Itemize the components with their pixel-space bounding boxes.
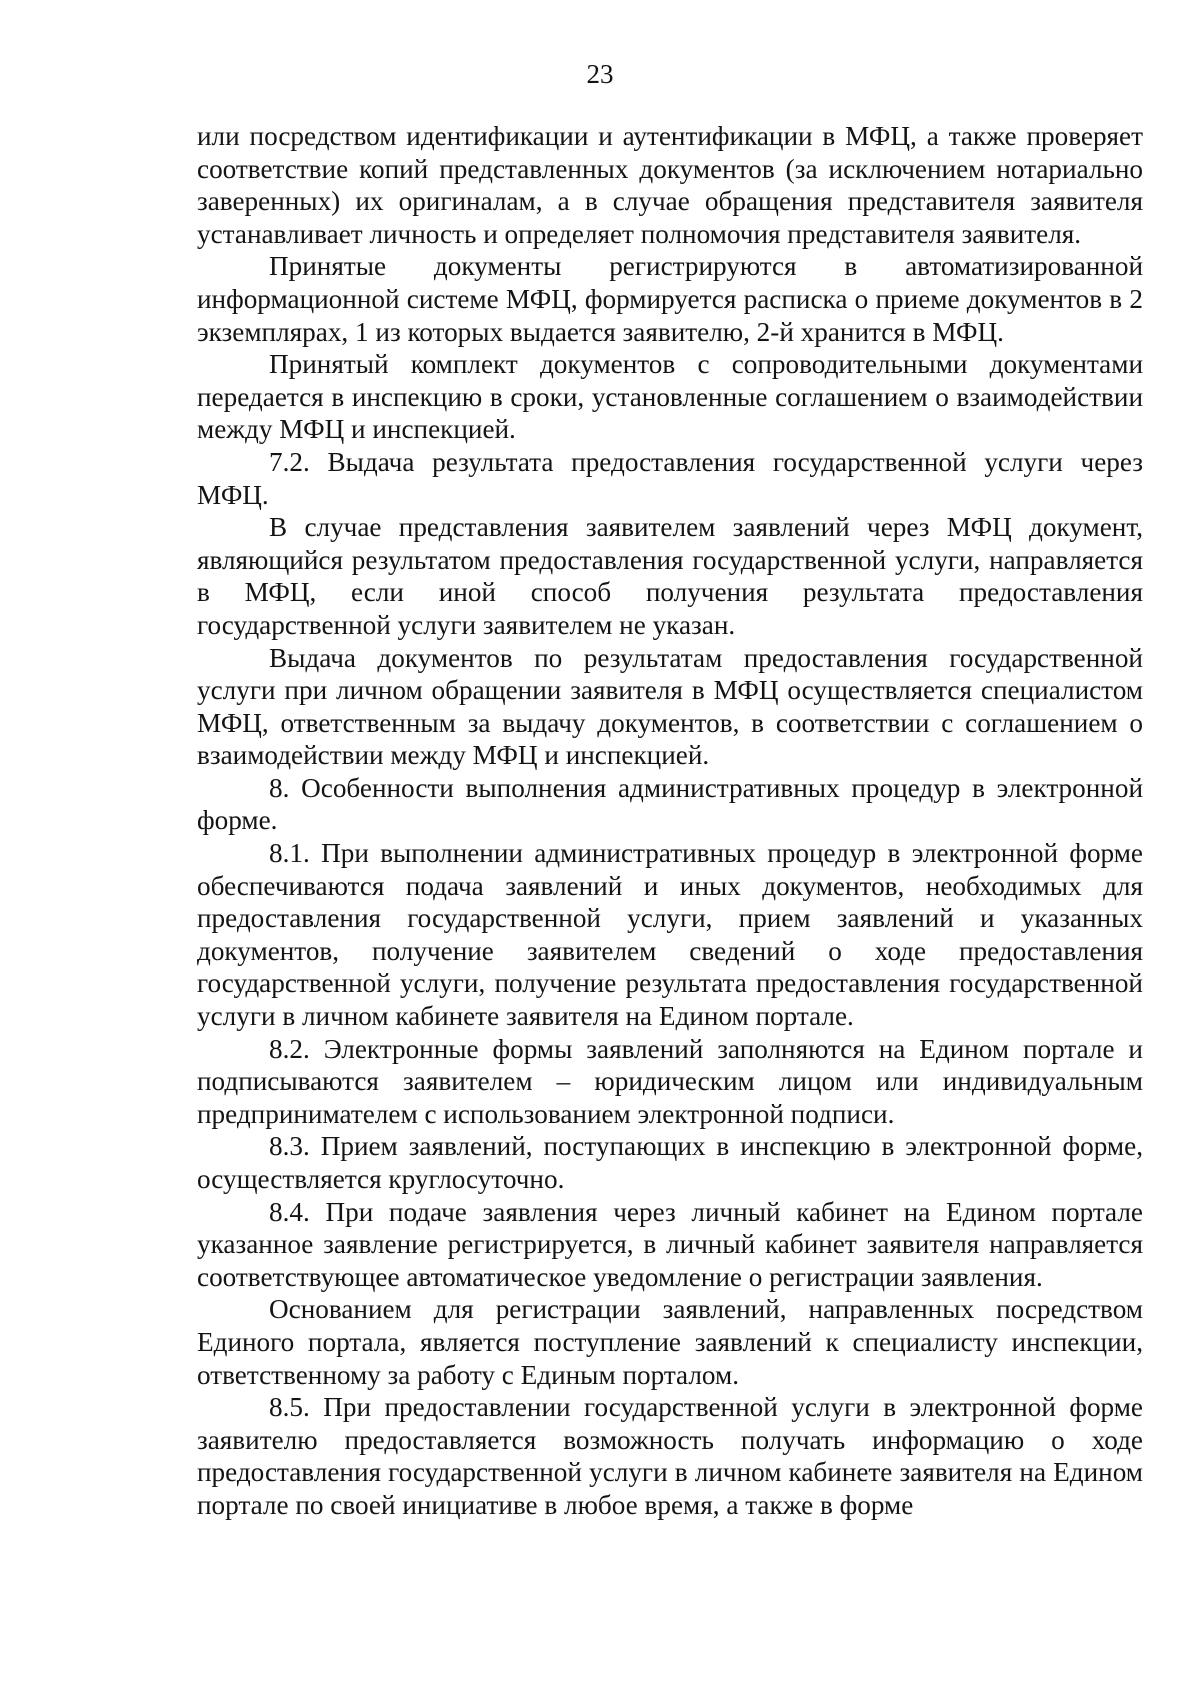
document-body xyxy=(197,120,1143,1522)
paragraph-section-8-4: 8.4. При подаче заявления через личный кабинет на Едином портале указанное заявление регистрируется, в личный кабинет заявителя направляется соответствующее автоматическое уведомление о регистрации заявления. xyxy=(197,1196,1143,1292)
paragraph-result-direction: В случае представления заявителем заявлений через МФЦ документ, являющийся результатом предоставления государственной услуги, направляется в МФЦ, если иной способ получения результата предоставления государственной услуги заявителем не указан. xyxy=(197,512,1143,640)
paragraph-issuance: Выдача документов по результатам предоставления государственной услуги при личном обращении заявителя в МФЦ осуществляется специалистом МФЦ, ответственным за выдачу документов, в соответствии с соглашением о взаимодействии между МФЦ и инспекцией. xyxy=(197,642,1143,771)
paragraph-section-8-2: 8.2. Электронные формы заявлений заполняются на Едином портале и подписываются заявителем – юридическим лицом или индивидуальным предпринимателем с использованием электронной подписи. xyxy=(197,1033,1143,1129)
paragraph-section-8: 8. Особенности выполнения административных процедур в электронной форме. xyxy=(197,772,1143,836)
paragraph-section-7-2: 7.2. Выдача результата предоставления государственной услуги через МФЦ. xyxy=(197,446,1143,510)
paragraph-registration-basis: Основанием для регистрации заявлений, направленных посредством Единого портала, является поступление заявлений к специалисту инспекции, ответственному за работу с Единым порталом. xyxy=(197,1294,1143,1390)
paragraph-transfer: Принятый комплект документов с сопроводительными документами передается в инспекцию в сроки, установленные соглашением о взаимодействии между МФЦ и инспекцией. xyxy=(197,349,1143,445)
page-number: 23 xyxy=(586,59,614,89)
paragraph-section-8-3: 8.3. Прием заявлений, поступающих в инспекцию в электронной форме, осуществляется круглосуточно. xyxy=(197,1131,1143,1194)
paragraph-section-8-1: 8.1. При выполнении административных процедур в электронной форме обеспечиваются подача заявлений и иных документов, необходимых для предоставления государственной услуги, прием заявлений и указанных документов, получение заявителем сведений о ходе предоставления государственной услуги, получение результата предоставления государственной услуги в личном кабинете заявителя на Едином портале. xyxy=(197,838,1143,1032)
paragraph-identification: или посредством идентификации и аутентификации в МФЦ, а также проверяет соответствие копий представленных документов (за исключением нотариально заверенных) их оригиналам, а в случае обращения представителя заявителя устанавливает личность и определяет полномочия представителя заявителя. xyxy=(197,121,1143,249)
paragraph-section-8-5: 8.5. При предоставлении государственной услуги в электронной форме заявителю предоставляется возможность получать информацию о ходе предоставления государственной услуги в личном кабинете заявителя на Едином портале по своей инициативе в любое время, а также в форме xyxy=(197,1392,1143,1520)
paragraph-registration: Принятые документы регистрируются в автоматизированной информационной системе МФЦ, формируется расписка о приеме документов в 2 экземплярах, 1 из которых выдается заявителю, 2-й хранится в МФЦ. xyxy=(197,251,1143,347)
